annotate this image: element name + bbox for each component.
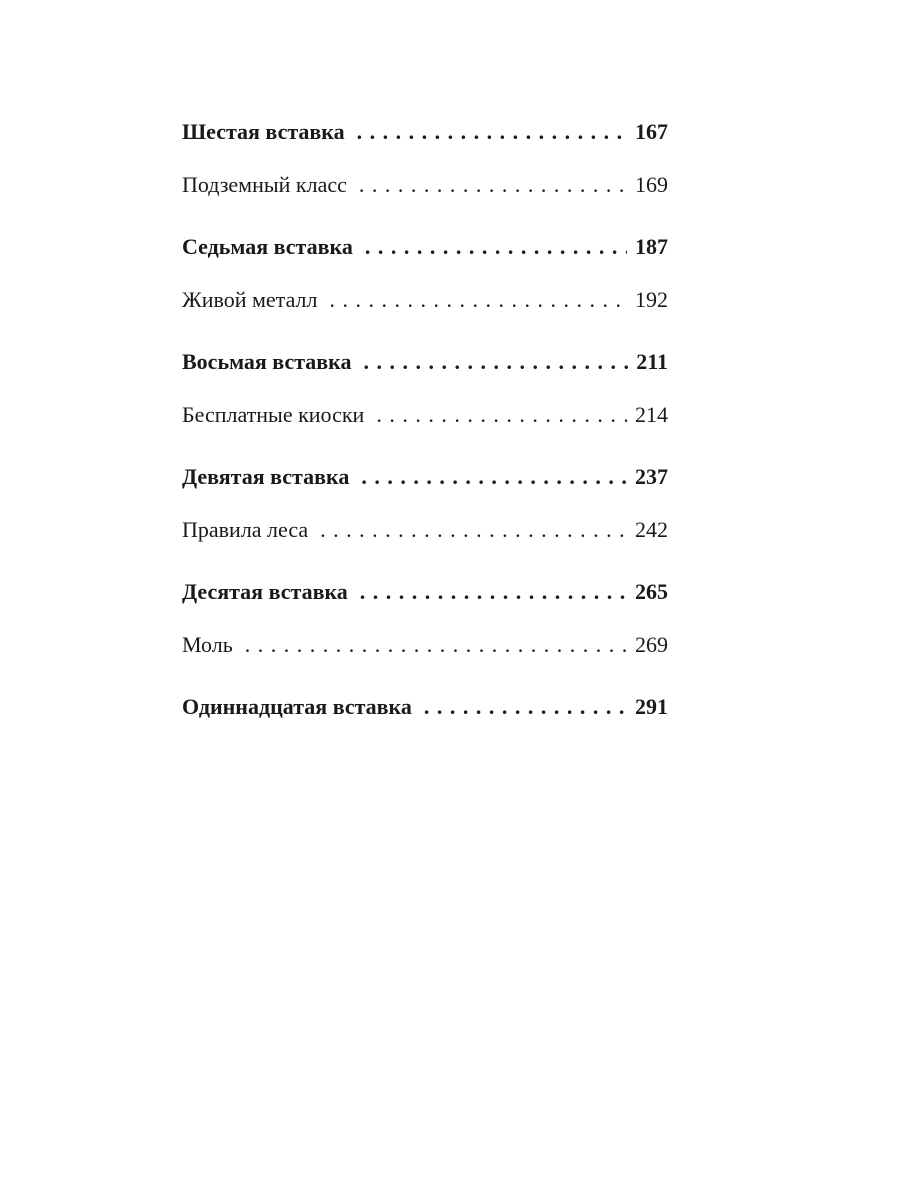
dot-leader [361, 457, 627, 497]
dot-leader [245, 625, 627, 665]
toc-entry-page: 265 [635, 579, 668, 604]
toc-entry-title: Девятая вставка [182, 464, 350, 489]
toc-entry-page: 291 [635, 694, 668, 719]
toc-entry-section[interactable] [182, 112, 668, 152]
toc-entry-page: 237 [635, 464, 668, 489]
dot-leader [320, 510, 627, 550]
toc-entry-chapter[interactable] [182, 395, 668, 435]
toc-entry-title: Одиннадцатая вставка [182, 694, 412, 719]
toc-entry-page: 187 [635, 234, 668, 259]
toc-entry-page: 167 [635, 119, 668, 144]
toc-entry-title: Десятая вставка [182, 579, 348, 604]
toc-entry-title: Восьмая вставка [182, 349, 352, 374]
toc-entry-title: Моль [182, 632, 233, 657]
toc-entry-title: Шестая вставка [182, 119, 345, 144]
toc-entry-page: 214 [635, 402, 668, 427]
toc-entry-title: Живой металл [182, 287, 318, 312]
toc-entry-chapter[interactable] [182, 510, 668, 550]
toc-entry-page: 269 [635, 632, 668, 657]
toc-entry-section[interactable] [182, 687, 668, 727]
toc-entry-page: 192 [635, 287, 668, 312]
toc-entry-section[interactable] [182, 572, 668, 612]
toc-entry-section[interactable] [182, 227, 668, 267]
toc-entry-chapter[interactable] [182, 165, 668, 205]
toc-entry-chapter[interactable] [182, 280, 668, 320]
table-of-contents [182, 112, 668, 727]
toc-entry-page: 169 [635, 172, 668, 197]
dot-leader [359, 165, 627, 205]
dot-leader [357, 112, 627, 152]
toc-entry-title: Седьмая вставка [182, 234, 353, 259]
toc-entry-section[interactable] [182, 457, 668, 497]
dot-leader [376, 395, 627, 435]
toc-entry-page: 211 [636, 349, 668, 374]
dot-leader [329, 280, 627, 320]
toc-entry-chapter[interactable] [182, 625, 668, 665]
dot-leader [424, 687, 627, 727]
toc-entry-title: Правила леса [182, 517, 309, 542]
toc-entry-title: Подземный класс [182, 172, 347, 197]
toc-entry-page: 242 [635, 517, 668, 542]
dot-leader [365, 227, 627, 267]
dot-leader [360, 572, 627, 612]
dot-leader [364, 342, 629, 382]
toc-entry-section[interactable] [182, 342, 668, 382]
toc-entry-title: Бесплатные киоски [182, 402, 365, 427]
